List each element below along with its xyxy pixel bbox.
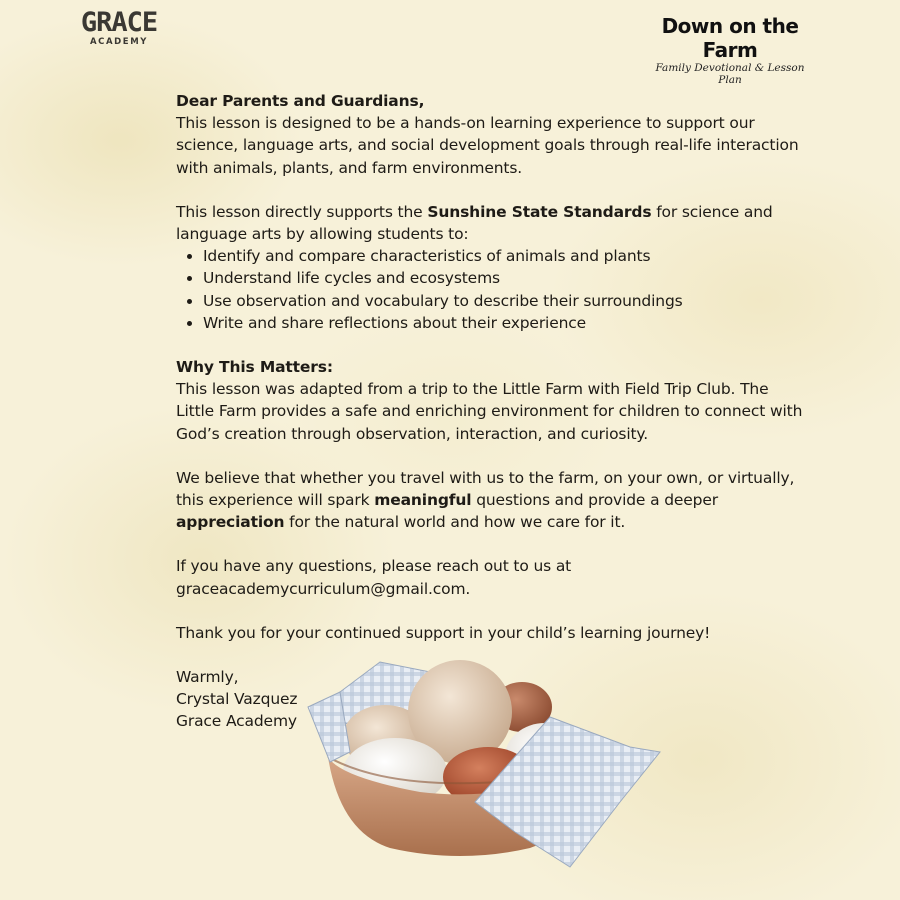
sender-org: Grace Academy <box>176 712 297 731</box>
sender-name: Crystal Vazquez <box>176 690 298 709</box>
list-item: • Use observation and vocabulary to describe their surroundings <box>203 290 806 312</box>
standards-paragraph: This lesson directly supports the Sunshine State Standards for science and language arts by allowing students to: <box>176 202 773 244</box>
egg-basket-illustration <box>300 652 670 876</box>
contact-email[interactable]: graceacademycurriculum@gmail.com. <box>176 579 471 598</box>
standards-name: Sunshine State Standards <box>427 202 652 221</box>
believe-paragraph: We believe that whether you travel with us to the farm, on your own, or virtually, this experience will spark meaningful questions and provide a deeper appreciation for the natural world and how we care for it. <box>176 468 795 532</box>
logo-subtitle: ACADEMY <box>89 37 149 47</box>
farm-logo-title: Down on the Farm <box>661 14 799 62</box>
objectives-list <box>176 245 806 334</box>
list-item: • Understand life cycles and ecosystems <box>203 267 806 289</box>
list-item: • Identify and compare characteristics of animals and plants <box>203 245 806 267</box>
questions-line: If you have any questions, please reach out to us at <box>176 557 572 576</box>
closing: Warmly, <box>176 668 239 687</box>
down-on-the-farm-logo <box>644 14 816 86</box>
letter-body <box>176 90 806 733</box>
intro-paragraph: This lesson is designed to be a hands-on learning experience to support our science, language arts, and social development goals through real-life interaction with animals, plants, and farm environments. <box>176 114 799 177</box>
grace-academy-logo <box>76 8 162 47</box>
why-paragraph: This lesson was adapted from a trip to the Little Farm with Field Trip Club. The Little Farm provides a safe and enriching environment for children to connect with God’s creation through observation, interaction, and curiosity. <box>176 380 803 443</box>
why-heading: Why This Matters: <box>176 358 333 377</box>
list-item: • Write and share reflections about their experience <box>203 312 806 334</box>
greeting: Dear Parents and Guardians, <box>176 92 425 110</box>
thanks-line: Thank you for your continued support in your child’s learning journey! <box>176 623 711 642</box>
farm-logo-subtitle: Family Devotional & Lesson Plan <box>655 62 805 86</box>
logo-title: GRACE <box>80 7 158 38</box>
